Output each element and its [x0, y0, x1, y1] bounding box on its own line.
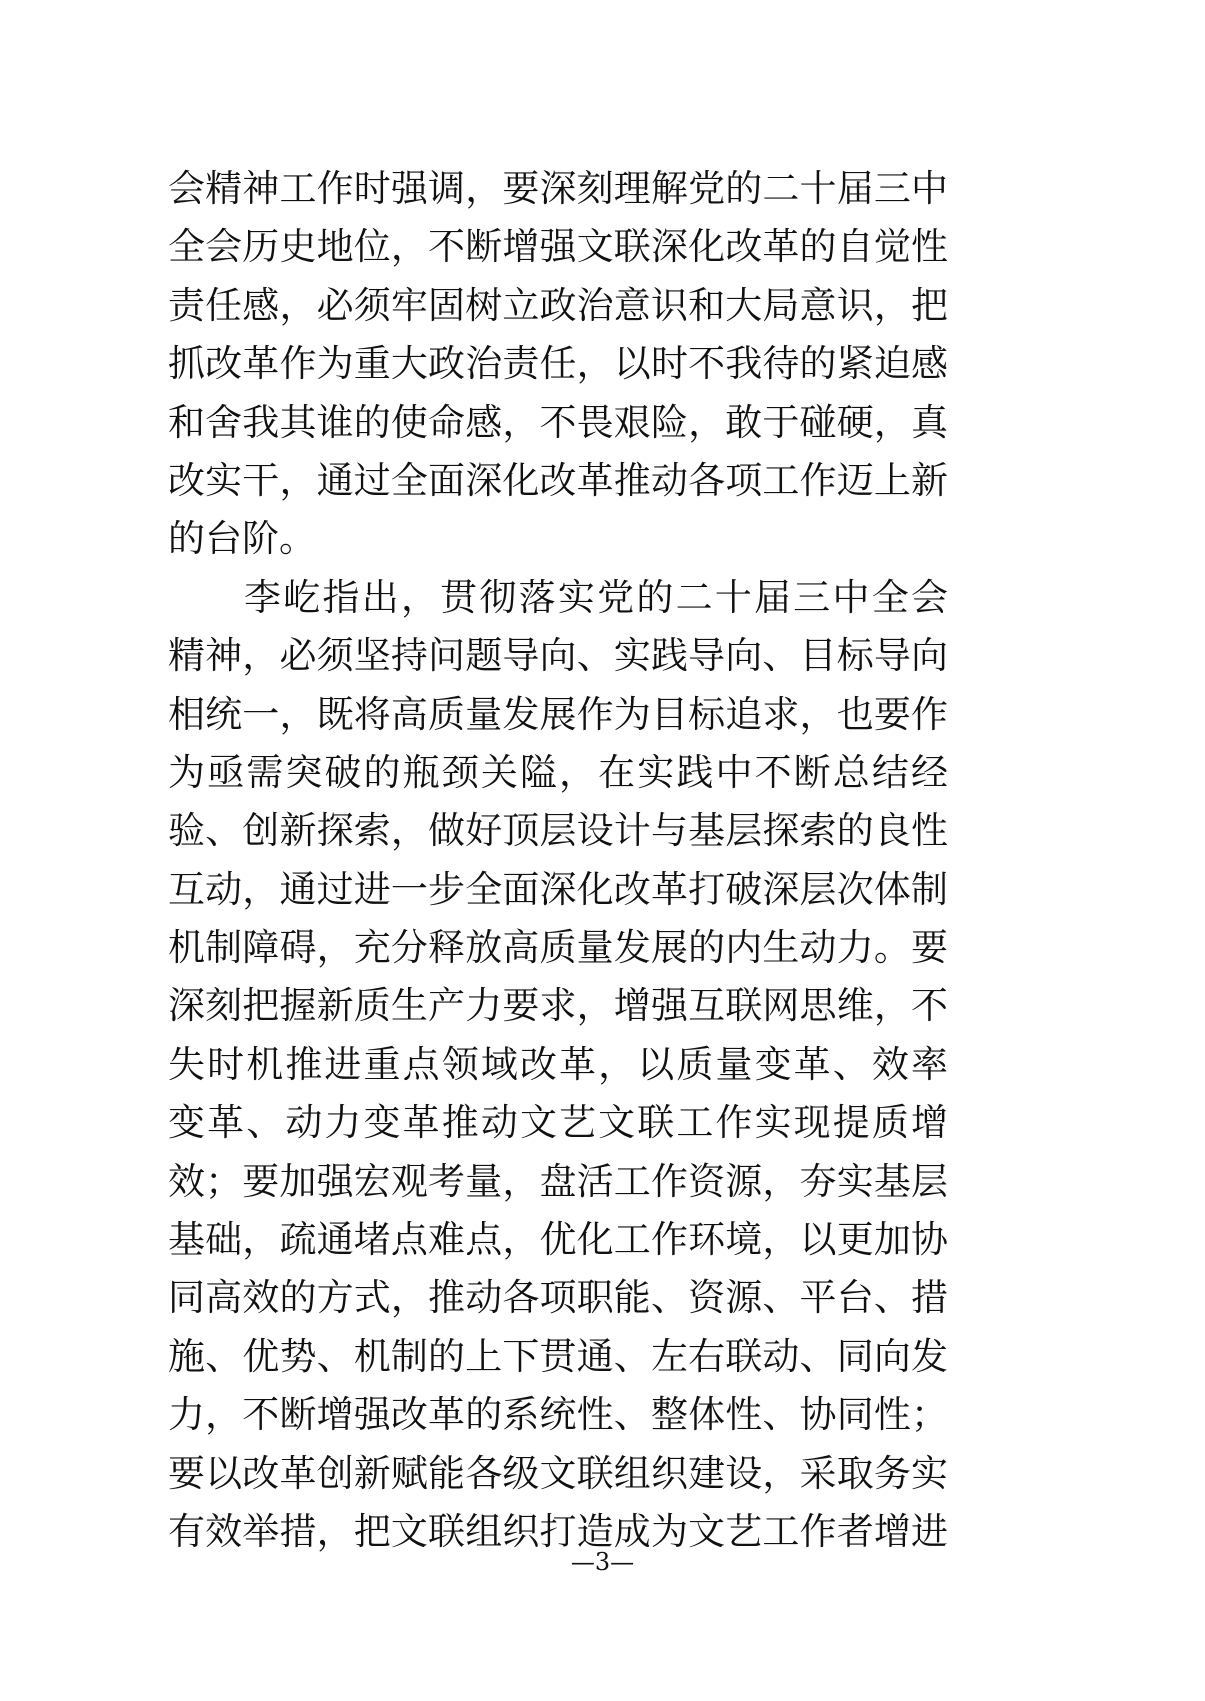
text-line: 机制障碍，充分释放高质量发展的内生动力。要	[168, 926, 948, 970]
text-line: 互动，通过进一步全面深化改革打破深层次体制	[168, 867, 948, 911]
text-line: 全会历史地位，不断增强文联深化改革的自觉性	[168, 225, 948, 269]
text-line: 责任感，必须牢固树立政治意识和大局意识，把	[168, 283, 948, 327]
text-line: 的台阶。	[168, 517, 316, 561]
text-line: 改实干，通过全面深化改革推动各项工作迈上新	[168, 458, 948, 502]
text-line: 有效举措，把文联组织打造成为文艺工作者增进	[168, 1509, 948, 1553]
text-line: 和舍我其谁的使命感，不畏艰险，敢于碰硬，真	[168, 400, 948, 444]
paragraph-first-line: 李屹指出，贯彻落实党的二十届三中全会	[244, 575, 948, 619]
text-line: 力，不断增强改革的系统性、整体性、协同性；	[168, 1393, 948, 1437]
text-line: 会精神工作时强调，要深刻理解党的二十届三中	[168, 167, 948, 210]
text-line: 效；要加强宏观考量，盘活工作资源，夯实基层	[168, 1159, 948, 1203]
text-line: 施、优势、机制的上下贯通、左右联动、同向发	[168, 1334, 948, 1378]
page-number: —3—	[570, 1548, 635, 1576]
text-line: 要以改革创新赋能各级文联组织建设，采取务实	[168, 1451, 948, 1495]
text-line: 失时机推进重点领域改革，以质量变革、效率	[168, 1042, 948, 1086]
text-line: 同高效的方式，推动各项职能、资源、平台、措	[168, 1276, 948, 1320]
text-line: 变革、动力变革推动文艺文联工作实现提质增	[168, 1101, 948, 1145]
text-line: 深刻把握新质生产力要求，增强互联网思维，不	[168, 984, 948, 1028]
text-line: 相统一，既将高质量发展作为目标追求，也要作	[168, 692, 948, 736]
text-line: 为亟需突破的瓶颈关隘，在实践中不断总结经	[168, 750, 948, 794]
text-line: 精神，必须坚持问题导向、实践导向、目标导向	[168, 634, 948, 678]
text-line: 验、创新探索，做好顶层设计与基层探索的良性	[168, 809, 948, 853]
text-line: 基础，疏通堵点难点，优化工作环境，以更加协	[168, 1218, 948, 1262]
body-text	[168, 160, 948, 1561]
text-line: 抓改革作为重大政治责任，以时不我待的紧迫感	[168, 342, 948, 386]
